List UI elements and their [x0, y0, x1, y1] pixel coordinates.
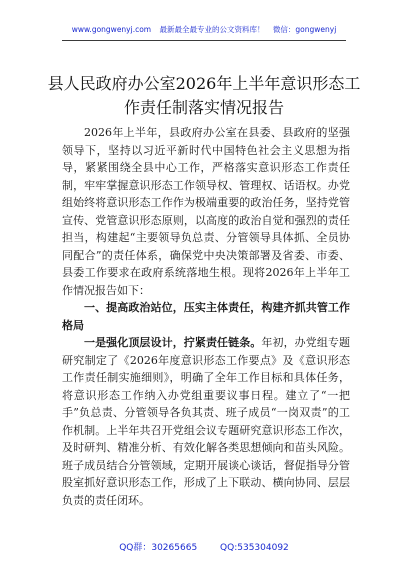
point-1-paragraph: [62, 334, 350, 509]
header-wechat: 微信：gongwenyj: [272, 25, 337, 34]
page-footer: [0, 540, 408, 553]
header-slogan: 最新最全最专业的公文资料库！: [159, 25, 265, 34]
page-header: [0, 24, 408, 35]
header-divider: [62, 40, 346, 41]
footer-qq: QQ:535304092: [220, 543, 289, 553]
section-heading-1: 一、提高政治站位，压实主体责任，构建齐抓共管工作格局: [62, 301, 350, 332]
footer-qq-group: QQ群：30265665: [119, 543, 198, 553]
title-line-2: 作责任制落实情况报告: [123, 98, 284, 117]
intro-paragraph: 2026年上半年，县政府办公室在县委、县政府的坚强领导下，坚持以习近平新时代中国特色社会主义思想为指导，紧紧围绕全县中心工作，严格落实意识形态工作责任制，牢牢掌握意识形态工作领导权、管理权、话语权。办党组始终将意识形态工作作为极端重要的政治任务，坚持党管宣传、党管意识形态原则，以高度的政治自觉和强烈的责任担当，构建起“主要领导负总责、分管领导具体抓、全员协同配合”的责任体系，确保党中央决策部署及省委、市委、县委工作要求在政府系统落地生根。现将2026年上半年工作情况报告如下：: [62, 126, 350, 297]
header-site-link[interactable]: www.gongwenyj.com: [71, 25, 152, 34]
document-body: [62, 124, 350, 509]
point-1-text: 年初，办党组专题研究制定了《2026年度意识形态工作要点》及《意识形态工作责任制实施细则》，明确了全年工作目标和具体任务，将意识形态工作纳入办党组重要议事日程。建立了“一把手”负总责、分管领导各负其责、班子成员“一岗双责”的工作机制。上半年共召开党组会议专题研究意识形态工作次，及时研判、精准分析、有效化解各类思想倾向和苗头风险。班子成员结合分管领域，定期开展谈心谈话，督促指导分管股室抓好意识形态工作，形成了上下联动、横向协同、层层负责的责任闭环。: [62, 336, 350, 507]
point-1-lead: 一是强化顶层设计，拧紧责任链条。: [84, 336, 262, 349]
title-line-1: 县人民政府办公室2026年上半年意识形态工: [47, 74, 361, 93]
document-title: [0, 72, 408, 120]
